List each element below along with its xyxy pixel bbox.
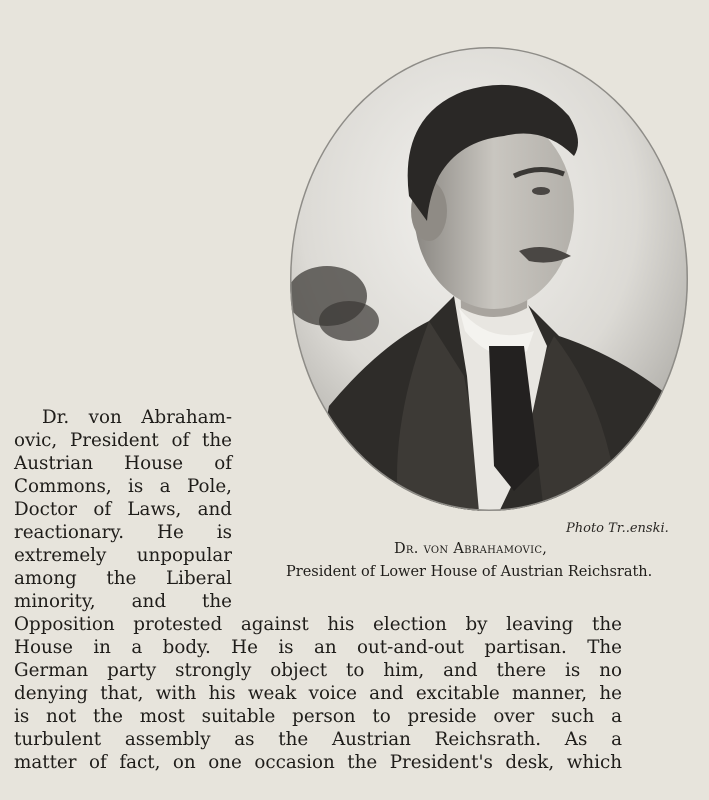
caption-title: Dr. von Abrahamovic, xyxy=(394,541,548,557)
wide-column xyxy=(14,613,624,774)
text-line: Austrian House of xyxy=(14,453,232,474)
caption-subtitle: President of Lower House of Austrian Reichsrath. xyxy=(286,564,653,580)
text-line: matter of fact, on one occasion the President's desk, which xyxy=(14,752,622,773)
text-line: extremely unpopular xyxy=(14,545,232,566)
text-line: denying that, with his weak voice and excitable manner, he xyxy=(14,683,622,704)
text-line: Commons, is a Pole, xyxy=(14,476,232,497)
photo-credit: Photo Tr..enski. xyxy=(566,521,669,536)
text-line: among the Liberal xyxy=(14,568,232,589)
text-line: reactionary. He is xyxy=(14,522,232,543)
text-line: Doctor of Laws, and xyxy=(14,499,232,520)
text-line: minority, and the xyxy=(14,591,232,612)
text-line: is not the most suitable person to preside over such a xyxy=(14,706,622,727)
text-line: turbulent assembly as the Austrian Reichsrath. As a xyxy=(14,729,622,750)
text-line: House in a body. He is an out-and-out partisan. The xyxy=(14,637,622,658)
text-line: Opposition protested against his election by leaving the xyxy=(14,614,622,635)
article-body xyxy=(14,406,624,774)
text-line: ovic, President of the xyxy=(14,430,232,451)
text-line: Dr. von Abraham- xyxy=(42,407,232,428)
narrow-column xyxy=(14,406,624,613)
text-line: German party strongly object to him, and there is no xyxy=(14,660,622,681)
